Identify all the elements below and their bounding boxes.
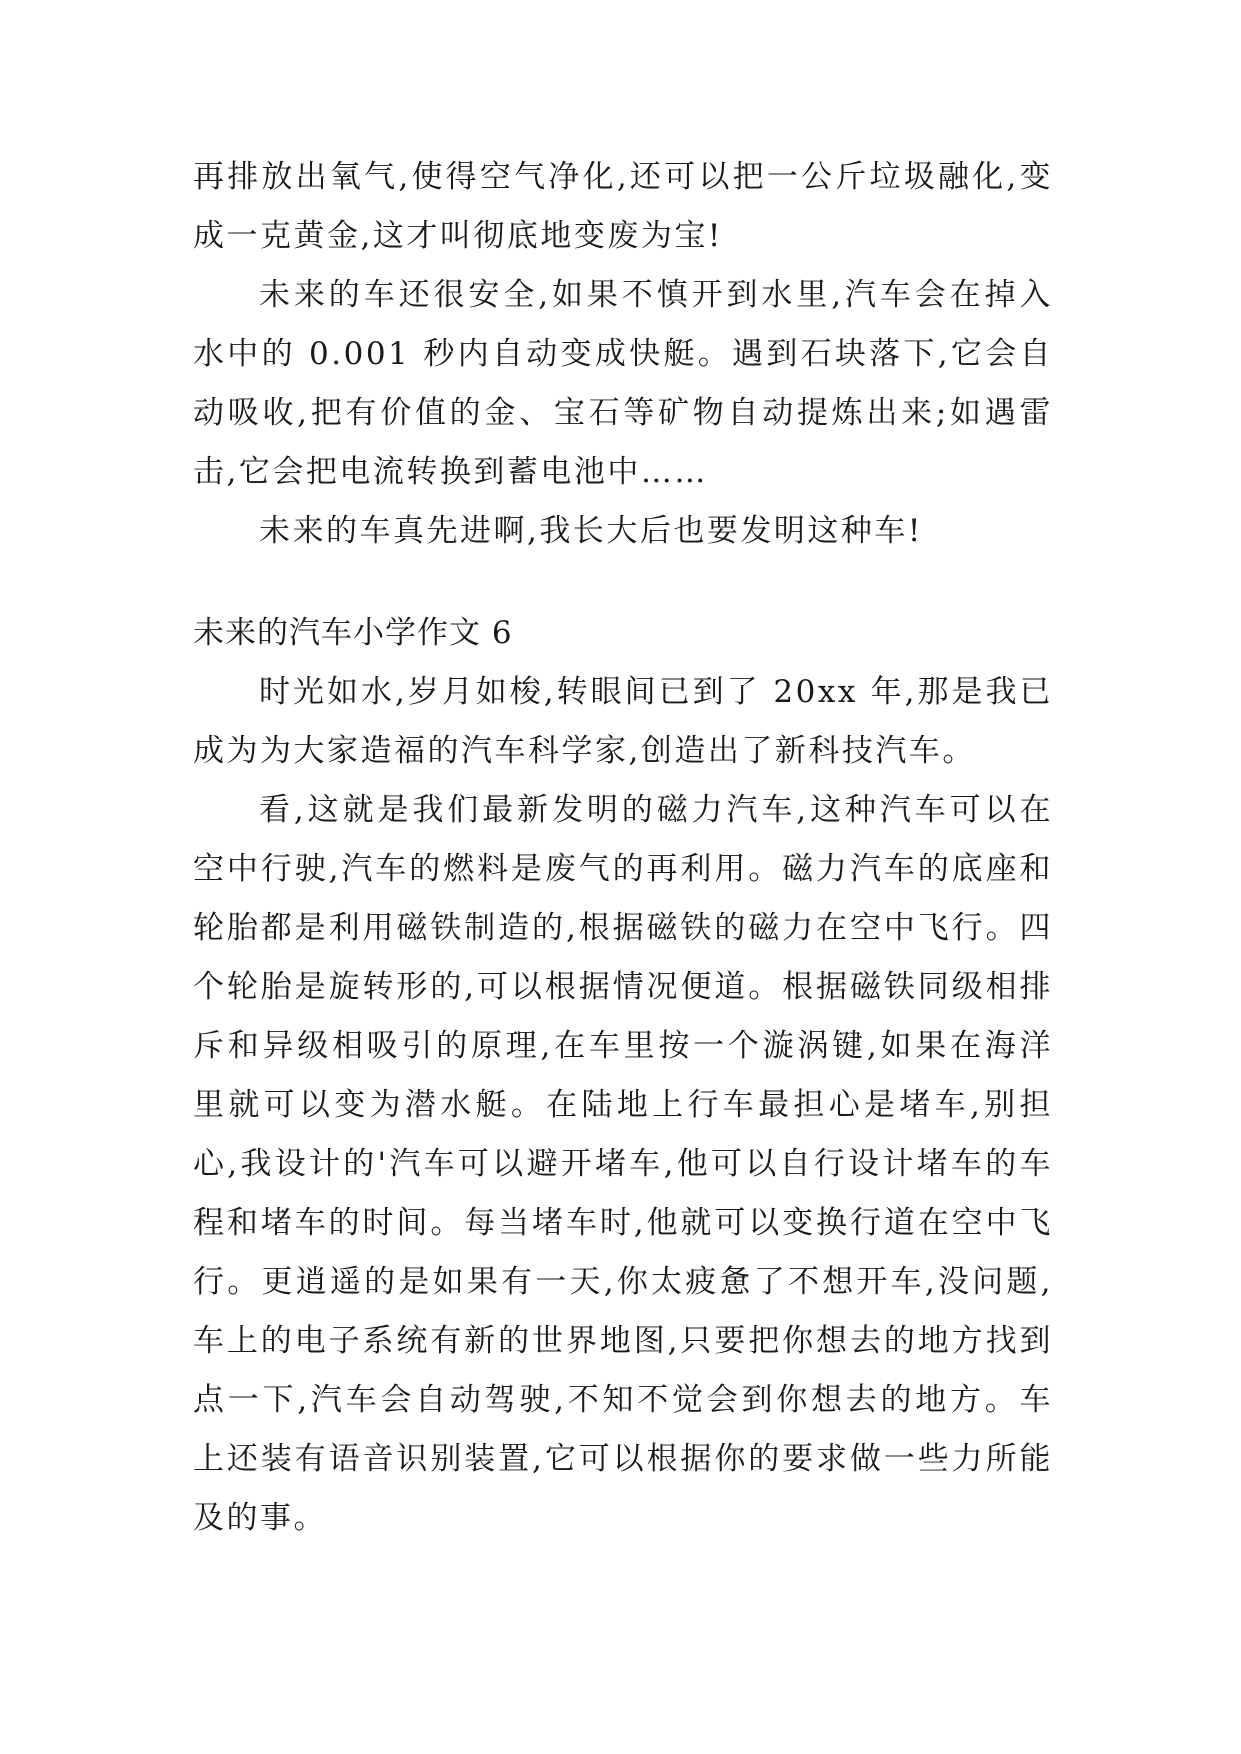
paragraph: 未来的车真先进啊,我长大后也要发明这种车! [259, 513, 923, 549]
paragraph: 看,这就是我们最新发明的磁力汽车,这种汽车可以在空中行驶,汽车的燃料是废气的再利用。磁力汽车的底座和轮胎都是利用磁铁制造的,根据磁铁的磁力在空中飞行。四个轮胎是旋转形的,可以根据情况便道。根据磁铁同级相排斥和异级相吸引的原理,在车里按一个漩涡键,如果在海洋里就可以变为潜水艇。在陆地上行车最担心是堵车,别担心,我设计的'汽车可以避开堵车,他可以自行设计堵车的车程和堵车的时间。每当堵车时,他就可以变换行道在空中飞行。更逍遥的是如果有一天,你太疲惫了不想开车,没问题,车上的电子系统有新的世界地图,只要把你想去的地方找到点一下,汽车会自动驾驶,不知不觉会到你想去的地方。车上还装有语音识别装置,它可以根据你的要求做一些力所能及的事。 [193, 792, 1053, 1536]
essay-title: 未来的汽车小学作文 6 [193, 615, 513, 651]
paragraph: 时光如水,岁月如梭,转眼间已到了 20xx 年,那是我已成为为大家造福的汽车科学家,创造出了新科技汽车。 [193, 674, 1053, 769]
section-a-text [193, 148, 1053, 561]
paragraph: 再排放出氧气,使得空气净化,还可以把一公斤垃圾融化,变成一克黄金,这才叫彻底地变废为宝! [193, 159, 1053, 254]
paragraph: 未来的车还很安全,如果不慎开到水里,汽车会在掉入水中的 0.001 秒内自动变成快艇。遇到石块落下,它会自动吸收,把有价值的金、宝石等矿物自动提炼出来;如遇雷击,它会把电流转换到蓄电池中…… [193, 277, 1053, 490]
section-b-text [193, 604, 1053, 1548]
